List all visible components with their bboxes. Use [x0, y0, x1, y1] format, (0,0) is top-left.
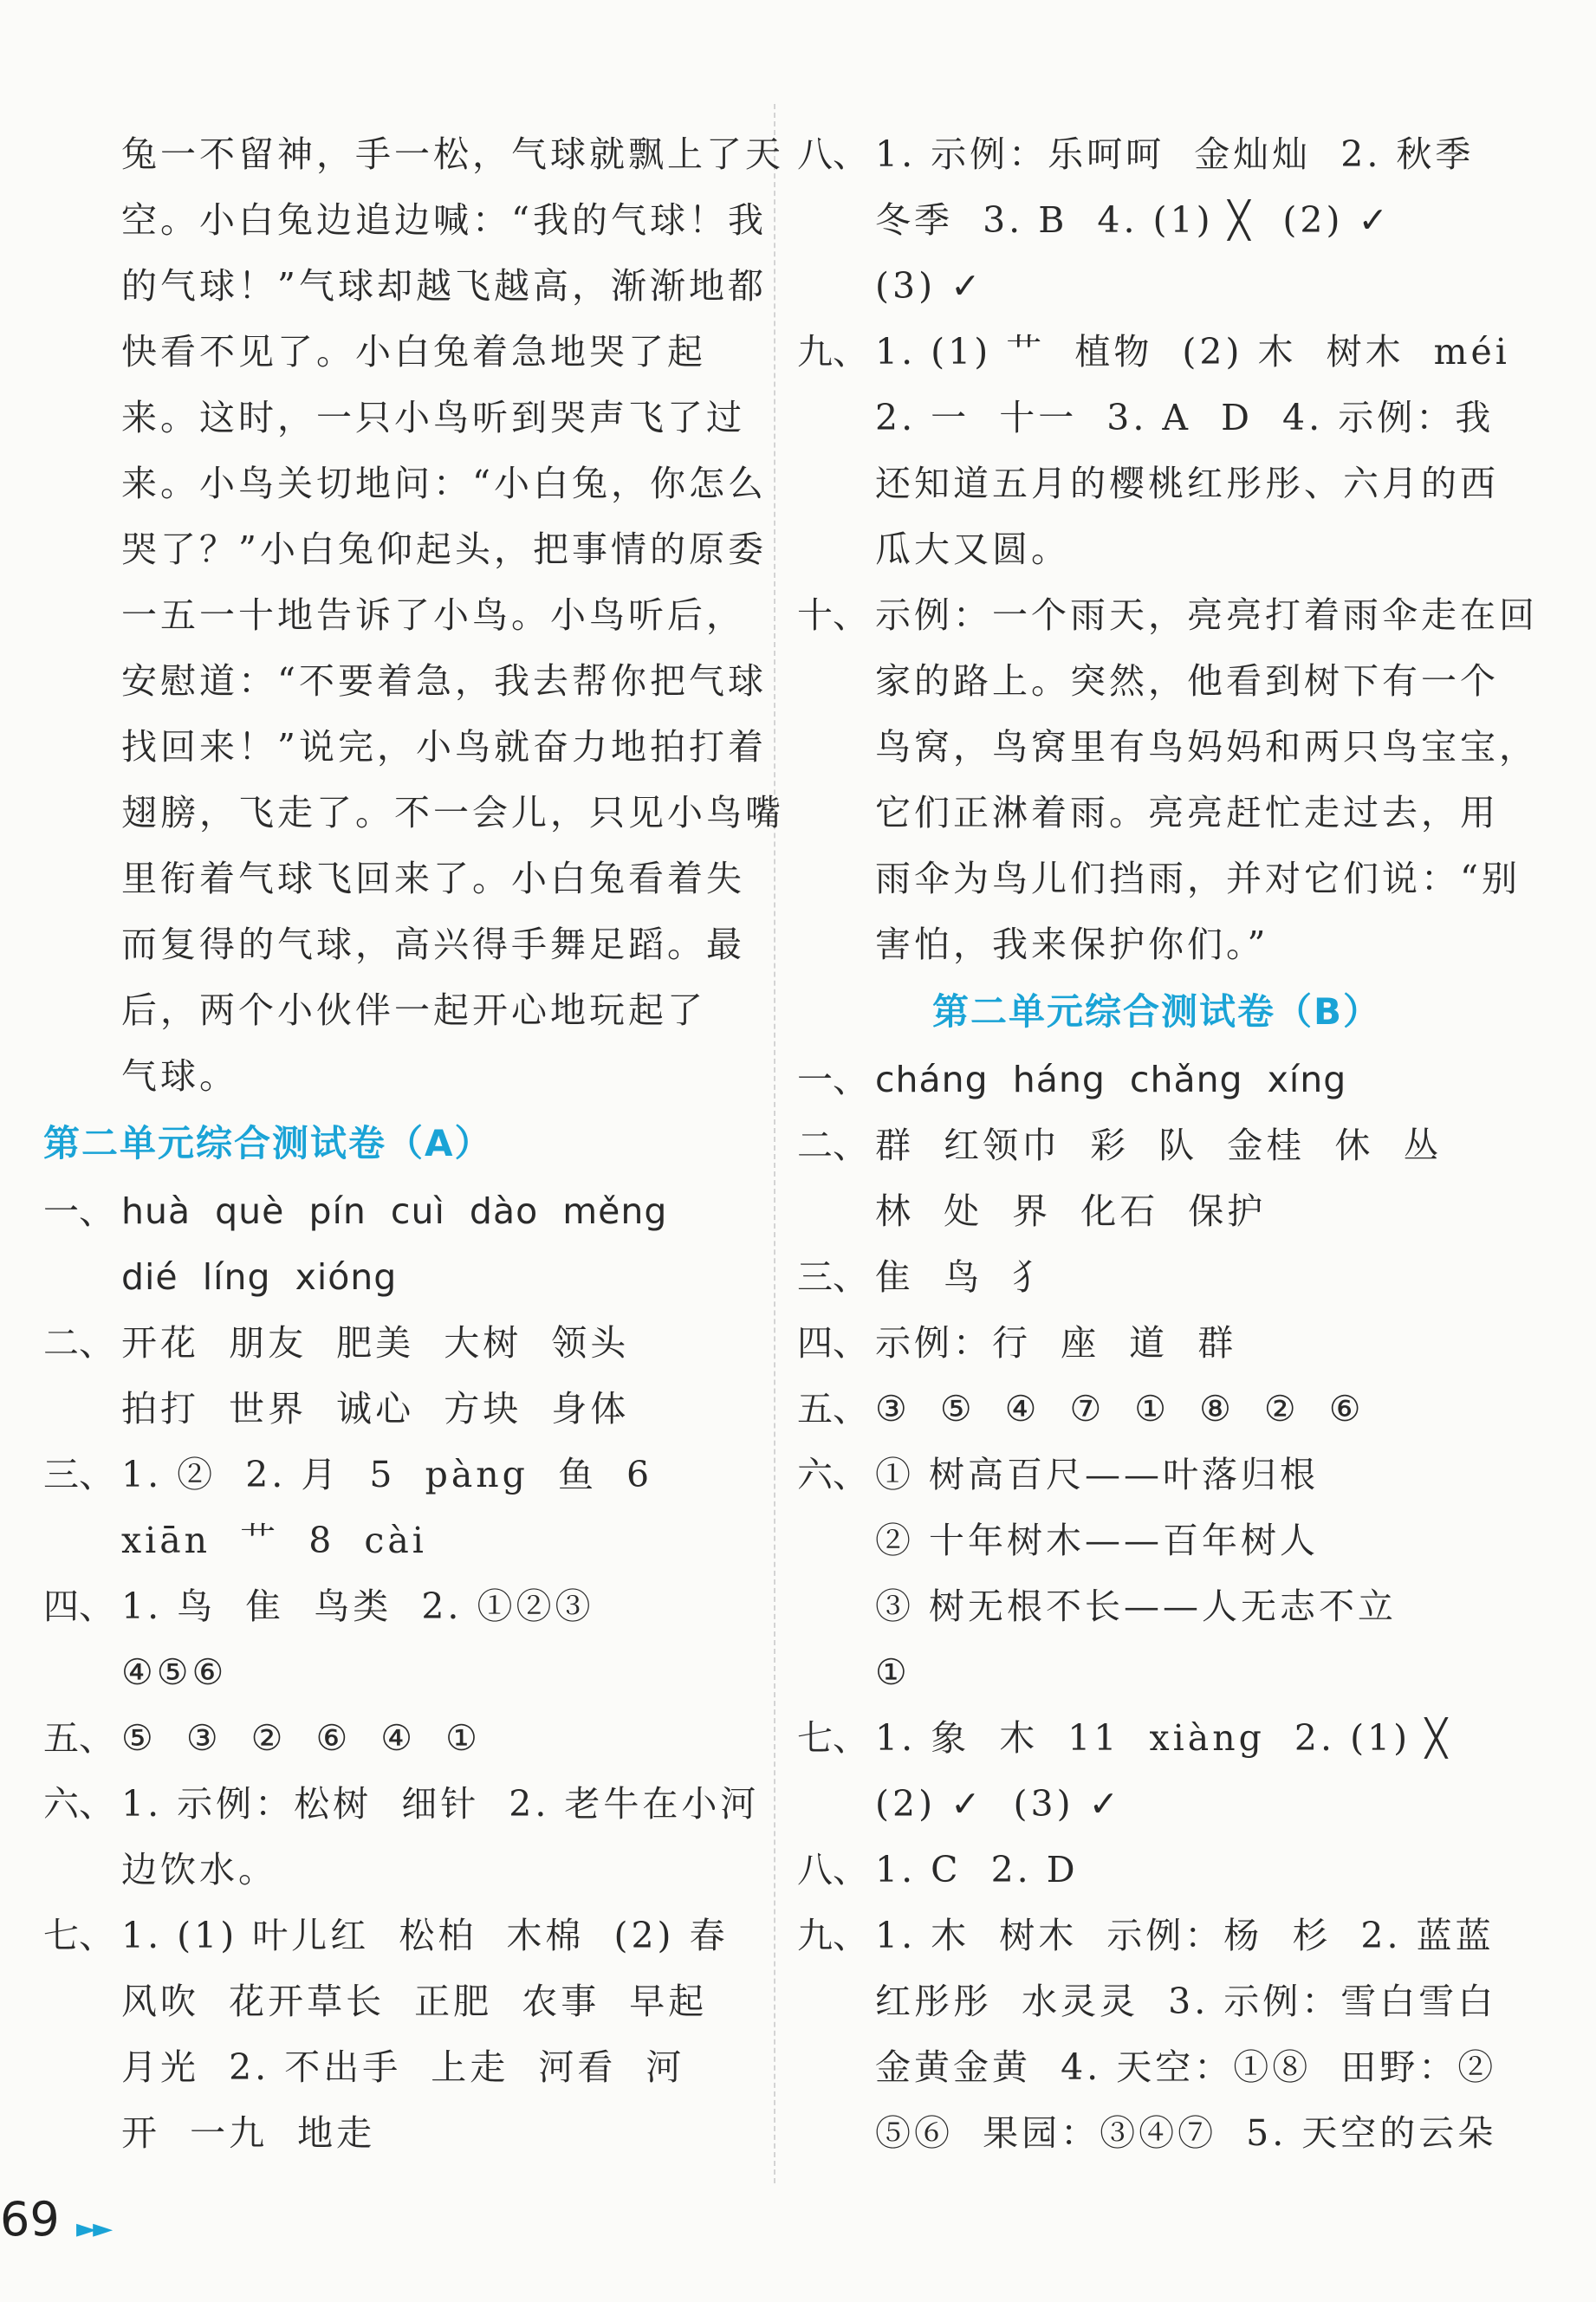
answer-line [797, 253, 1516, 319]
question-number: 五、 [797, 1388, 868, 1430]
answer-line [797, 582, 1538, 648]
answer-text: 月光 2. 不出手 上走 河看 河 [121, 2046, 685, 2088]
answer-text: 鸟窝，鸟窝里有鸟妈妈和两只鸟宝宝， [875, 726, 1538, 768]
answer-text: 雨伞为鸟儿们挡雨，并对它们说：“别 [875, 858, 1521, 899]
story-line: 里衔着气球飞回来了。小白兔看着失 [121, 858, 745, 899]
story-line: 安慰道：“不要着急，我去帮你把气球 [121, 660, 767, 702]
page-number: 69 [0, 2192, 60, 2247]
question-number: 九、 [797, 331, 868, 373]
answer-line [797, 1508, 1516, 1573]
answer-text: 1. (1) 艹 植物 (2) 木 树木 méi [875, 331, 1510, 373]
answer-line [797, 1837, 1516, 1903]
answer-text: 隹 鸟 犭 [875, 1256, 1052, 1298]
answer-line [797, 1047, 1516, 1112]
answer-text: 开花 朋友 肥美 大树 领头 [121, 1322, 630, 1364]
story-line: 一五一十地告诉了小鸟。小鸟听后， [121, 594, 745, 636]
story-line: 来。这时，一只小鸟听到哭声飞了过 [121, 397, 745, 438]
question-number: 三、 [43, 1454, 114, 1495]
question-number: 一、 [43, 1190, 114, 1232]
story-line: 哭了？”小白兔仰起头，把事情的原委 [121, 528, 767, 570]
section-b-answers [797, 1047, 1516, 2166]
question-number: 二、 [43, 1322, 114, 1364]
answer-line [797, 714, 1538, 780]
answer-line [797, 1178, 1516, 1244]
answer-line [43, 1771, 762, 1837]
question-number: 六、 [43, 1783, 114, 1825]
answer-line [797, 385, 1516, 451]
story-line: 找回来！”说完，小鸟就奋力地拍打着 [121, 726, 767, 768]
question-number: 一、 [797, 1059, 868, 1100]
answer-text: dié líng xióng [121, 1256, 398, 1298]
answer-text: 1. C 2. D [875, 1849, 1079, 1890]
answer-line [797, 1376, 1516, 1442]
answer-text: 它们正淋着雨。亮亮赶忙走过去，用 [875, 792, 1499, 833]
answer-text: 冬季 3. B 4. (1) ╳ (2) ✓ [875, 199, 1392, 241]
answer-text: huà què pín cuì dào měng [121, 1190, 668, 1232]
question-number: 九、 [797, 1915, 868, 1956]
answer-line [43, 1903, 762, 1968]
question-number: 十、 [797, 594, 868, 636]
answer-text: 拍打 世界 诚心 方块 身体 [121, 1388, 630, 1430]
right-column [797, 121, 1538, 2166]
answer-line [797, 1112, 1516, 1178]
answer-line [43, 1837, 762, 1903]
answer-line [797, 1705, 1516, 1771]
story-line: 空。小白兔边追边喊：“我的气球！我 [121, 199, 767, 241]
story-text [43, 121, 784, 1109]
answer-text: 边饮水。 [121, 1849, 277, 1890]
left-column [43, 121, 784, 2166]
answer-line [43, 1968, 762, 2034]
answer-text: 红彤彤 水灵灵 3. 示例：雪白雪白 [875, 1981, 1497, 2022]
question-number: 四、 [43, 1585, 114, 1627]
column-divider [774, 104, 775, 2183]
answer-text: 还知道五月的樱桃红彤彤、六月的西 [875, 463, 1499, 504]
story-line: 快看不见了。小白兔着急地哭了起 [121, 331, 706, 373]
answer-line [43, 1508, 762, 1573]
answer-line [43, 1244, 762, 1310]
answer-text: 家的路上。突然，他看到树下有一个 [875, 660, 1499, 702]
answer-text: 林 处 界 化石 保护 [875, 1190, 1267, 1232]
answer-line [797, 2100, 1516, 2166]
question-number: 八、 [797, 133, 868, 175]
answer-line [797, 516, 1516, 582]
answer-text: 开 一九 地走 [121, 2112, 376, 2154]
answer-line [797, 451, 1516, 516]
answer-text: 害怕，我来保护你们。” [875, 924, 1269, 965]
answer-line [797, 648, 1516, 714]
answer-text: 风吹 花开草长 正肥 农事 早起 [121, 1981, 708, 2022]
answer-text: ③ 树无根不长——人无志不立 [875, 1585, 1398, 1627]
answer-line [43, 1178, 762, 1244]
question-number: 八、 [797, 1849, 868, 1890]
answer-text: ① 树高百尺——叶落归根 [875, 1454, 1320, 1495]
answer-line [43, 1573, 762, 1639]
arrow-icon: ►► [76, 2214, 110, 2244]
answer-line [43, 1705, 762, 1771]
answer-text: ③ ⑤ ④ ⑦ ① ⑧ ② ⑥ [875, 1388, 1365, 1430]
section-b-title: 第二单元综合测试卷（B） [931, 990, 1381, 1033]
question-number: 三、 [797, 1256, 868, 1298]
answer-line [43, 2100, 762, 2166]
answer-line [797, 1639, 1516, 1705]
answer-text: xiān 艹 8 cài [121, 1520, 427, 1561]
story-line: 兔一不留神，手一松，气球就飘上了天 [121, 133, 784, 175]
answer-text: ⑤⑥ 果园：③④⑦ 5. 天空的云朵 [875, 2112, 1497, 2154]
answer-line [797, 121, 1516, 187]
answer-line [43, 2034, 762, 2100]
answer-line [797, 2034, 1516, 2100]
story-line: 后，两个小伙伴一起开心地玩起了 [121, 989, 706, 1031]
answer-line [797, 1573, 1516, 1639]
answer-text: 1. 象 木 11 xiàng 2. (1) ╳ [875, 1717, 1450, 1759]
section-a-title: 第二单元综合测试卷（A） [43, 1122, 493, 1164]
answer-text: ④⑤⑥ [121, 1651, 228, 1693]
section-top-answers [797, 121, 1538, 977]
answer-line [43, 1442, 762, 1508]
answer-text: 瓜大又圆。 [875, 528, 1070, 570]
answer-line [43, 1376, 762, 1442]
answer-line [797, 846, 1521, 911]
answer-line [797, 1310, 1516, 1376]
answer-text: 示例：一个雨天，亮亮打着雨伞走在回 [875, 594, 1538, 636]
answer-text: 2. 一 十一 3. A D 4. 示例：我 [875, 397, 1495, 438]
answer-text: 1. (1) 叶儿红 松柏 木棉 (2) 春 [121, 1915, 729, 1956]
question-number: 二、 [797, 1125, 868, 1166]
answer-text: (3) ✓ [875, 265, 984, 307]
story-line: 来。小鸟关切地问：“小白兔，你怎么 [121, 463, 767, 504]
question-number: 五、 [43, 1717, 114, 1759]
answer-text: cháng háng chǎng xíng [875, 1059, 1347, 1100]
answer-text: 1. 示例：松树 细针 2. 老牛在小河 [121, 1783, 760, 1825]
answer-line [797, 1903, 1516, 1968]
section-a-answers [43, 1178, 762, 2166]
answer-line [797, 1771, 1516, 1837]
answer-text: 1. 鸟 隹 鸟类 2. ①②③ [121, 1585, 594, 1627]
answer-text: 1. ② 2. 月 5 pàng 鱼 6 [121, 1454, 653, 1495]
answer-text: (2) ✓ (3) ✓ [875, 1783, 1122, 1825]
answer-text: 金黄金黄 4. 天空：①⑧ 田野：② [875, 2046, 1497, 2088]
story-line: 而复得的气球，高兴得手舞足蹈。最 [121, 924, 745, 965]
story-line: 的气球！”气球却越飞越高，渐渐地都 [121, 265, 767, 307]
answer-line [797, 1442, 1516, 1508]
answer-text: ⑤ ③ ② ⑥ ④ ① [121, 1717, 481, 1759]
answer-text: 群 红领巾 彩 队 金桂 休 丛 [875, 1125, 1443, 1166]
answer-line [797, 780, 1516, 846]
answer-text: ① [875, 1651, 911, 1693]
question-number: 七、 [797, 1717, 868, 1759]
question-number: 四、 [797, 1322, 868, 1364]
question-number: 七、 [43, 1915, 114, 1956]
answer-line [797, 1244, 1516, 1310]
answer-line [43, 1639, 762, 1705]
answer-line [797, 187, 1516, 253]
answer-line [797, 911, 1516, 977]
story-line: 气球。 [121, 1055, 238, 1097]
story-line: 翅膀，飞走了。不一会儿，只见小鸟嘴 [121, 792, 784, 833]
answer-line [43, 1310, 762, 1376]
answer-line [797, 1968, 1516, 2034]
question-number: 六、 [797, 1454, 868, 1495]
answer-text: 1. 示例：乐呵呵 金灿灿 2. 秋季 [875, 133, 1475, 175]
answer-text: 示例：行 座 道 群 [875, 1322, 1237, 1364]
answer-line [797, 319, 1516, 385]
answer-text: 1. 木 树木 示例：杨 杉 2. 蓝蓝 [875, 1915, 1495, 1956]
answer-text: ② 十年树木——百年树人 [875, 1520, 1320, 1561]
